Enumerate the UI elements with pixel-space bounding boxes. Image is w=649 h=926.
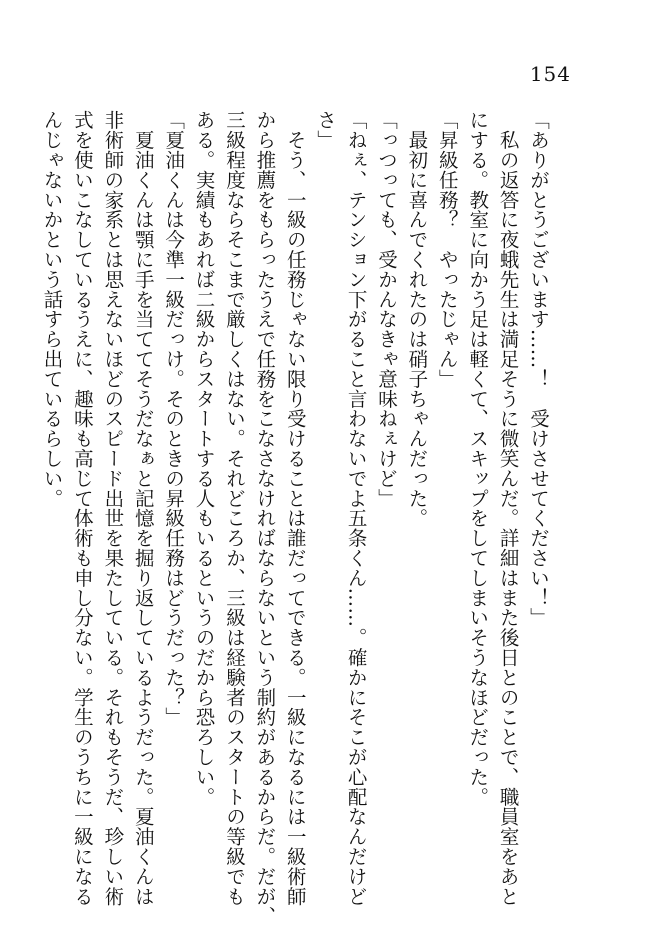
text-line: 「夏油くんは今準一級だっけ。そのときの昇級任務はどうだった？」 xyxy=(162,110,186,727)
text-line: 最初に喜んでくれたのは硝子ちゃんだった。 xyxy=(405,110,429,528)
text-line: ある。実績もあれば二級からスタートする人もいるというのだから恐ろしい。 xyxy=(192,110,216,807)
page-number: 154 xyxy=(529,62,571,86)
text-line: 「っつっても、受かんなきゃ意味ねぇけど」 xyxy=(374,110,398,508)
text-line: 三級程度ならそこまで厳しくはない。それどころか、三級は経験者のスタートの等級でも xyxy=(222,110,246,906)
text-line: 「ありがとうございます……！ 受けさせてください！」 xyxy=(527,110,550,628)
vertical-text-body xyxy=(40,110,553,926)
text-line: そう、一級の任務じゃない限り受けることは誰だってできる。一級になるには一級術師 xyxy=(283,110,307,906)
text-line: 夏油くんは顎に手を当ててそうだなぁと記憶を掘り返しているようだった。夏油くんは xyxy=(131,110,155,906)
text-line: さ」 xyxy=(314,110,338,150)
text-line: んじゃないかという話すら出ているらしい。 xyxy=(40,110,64,508)
text-line: 「昇級任務？ やったじゃん」 xyxy=(435,110,459,389)
text-line: 非術師の家系とは思えないほどのスピード出世を果たしている。それもそうだ、珍しい術 xyxy=(101,110,125,906)
text-line: 「ねぇ、テンション下がること言わないでよ五条くん……。確かにそこが心配なんだけど xyxy=(344,110,368,906)
text-line: 私の返答に夜蛾先生は満足そうに微笑んだ。詳細はまた後日とのことで、職員室をあと xyxy=(496,110,520,906)
text-line: 式を使いこなしているうえに、趣味も高じて体術も申し分ない。学生のうちに一級になる xyxy=(70,110,94,906)
text-line: にする。教室に向かう足は軽くて、スキップをしてしまいそうなほどだった。 xyxy=(466,110,490,807)
text-line: から推薦をもらったうえで任務をこなさなければならないという制約があるからだ。だが、 xyxy=(253,110,277,926)
